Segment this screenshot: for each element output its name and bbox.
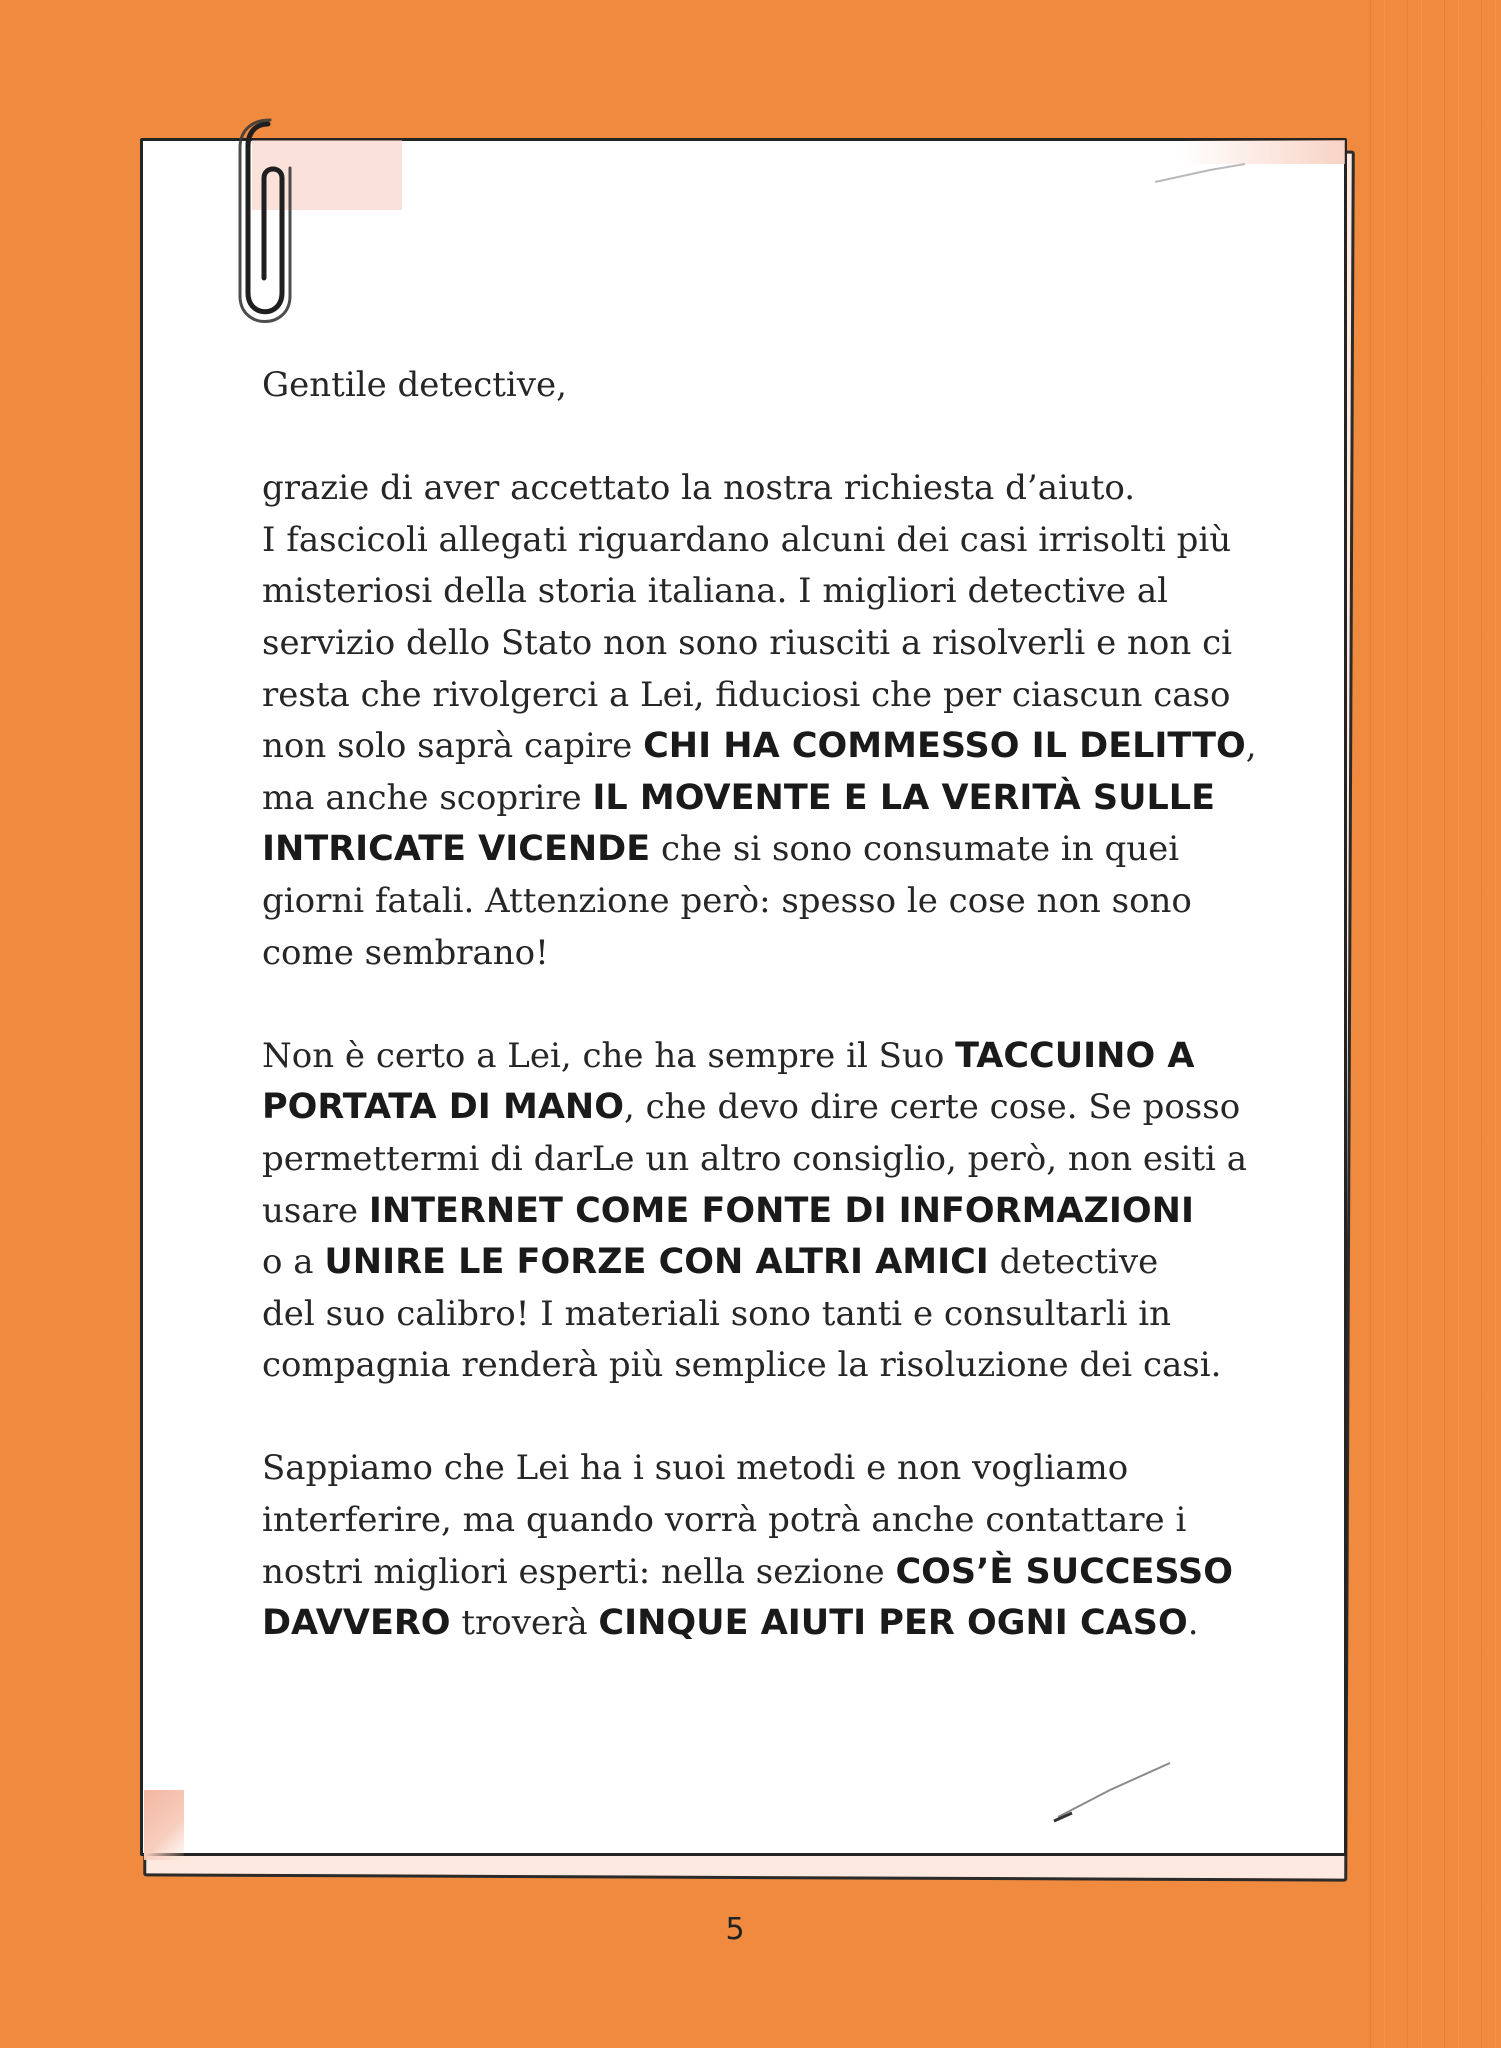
highlight-text: PORTATA DI MANO: [262, 1087, 624, 1128]
paper-scratch-bottom: [1050, 1755, 1180, 1825]
body-text: non solo saprà capire: [262, 726, 644, 767]
highlight-text: DAVVERO: [262, 1603, 451, 1644]
body-text: giorni fatali. Attenzione però: spesso le cose non sono: [262, 880, 1192, 921]
highlight-text: INTERNET COME FONTE DI INFORMAZIONI: [368, 1190, 1194, 1231]
body-text: ma anche scoprire: [262, 777, 593, 818]
body-text: servizio dello Stato non sono riusciti a risolverli e non ci: [262, 622, 1232, 663]
body-text: I fascicoli allegati riguardano alcuni dei casi irrisolti più: [262, 519, 1232, 560]
background-texture: [1361, 0, 1501, 2048]
highlight-text: IL MOVENTE E LA VERITÀ SULLE: [592, 777, 1216, 818]
body-text: come sembrano!: [262, 932, 549, 973]
body-text: che si sono consumate in quei: [650, 829, 1180, 870]
body-text: o a: [262, 1242, 325, 1283]
highlight-text: TACCUINO A: [955, 1035, 1195, 1076]
body-text: troverà: [450, 1603, 599, 1644]
body-text: permettermi di darLe un altro consiglio, però, non esiti a: [262, 1138, 1247, 1179]
page-number: 5: [725, 1912, 745, 1947]
body-text: grazie di aver accettato la nostra richiesta d’aiuto.: [262, 468, 1136, 509]
highlight-text: COS’È SUCCESSO: [895, 1551, 1233, 1592]
body-text: .: [1187, 1603, 1199, 1644]
letter-body: [262, 360, 1262, 1650]
body-text: detective: [988, 1242, 1159, 1283]
body-text: nostri migliori esperti: nella sezione: [262, 1551, 896, 1592]
body-text: Non è certo a Lei, che ha sempre il Suo: [262, 1035, 956, 1076]
highlight-text: INTRICATE VICENDE: [262, 829, 651, 870]
letter-paragraph-3: [262, 1443, 1262, 1649]
paper-scratch-top: [1150, 160, 1250, 190]
body-text: del suo calibro! I materiali sono tanti e consultarli in: [262, 1293, 1172, 1334]
body-text: usare: [262, 1190, 369, 1231]
body-text: Sappiamo che Lei ha i suoi metodi e non vogliamo: [262, 1448, 1129, 1489]
body-text: compagnia renderà più semplice la risoluzione dei casi.: [262, 1345, 1222, 1386]
body-text: , che devo dire certe cose. Se posso: [623, 1087, 1241, 1128]
highlight-text: CHI HA COMMESSO IL DELITTO: [643, 726, 1246, 767]
paper-tint-bottom-left: [144, 1790, 184, 1860]
letter-greeting: Gentile detective,: [262, 365, 567, 405]
highlight-text: CINQUE AIUTI PER OGNI CASO: [598, 1603, 1188, 1644]
body-text: interferire, ma quando vorrà potrà anche contattare i: [262, 1500, 1187, 1541]
letter-paragraph-1: [262, 463, 1262, 979]
body-text: misteriosi della storia italiana. I migliori detective al: [262, 571, 1168, 612]
body-text: resta che rivolgerci a Lei, fiduciosi che per ciascun caso: [262, 674, 1231, 715]
body-text: ,: [1245, 726, 1257, 767]
paperclip-icon: [220, 118, 300, 338]
letter-paragraph-2: [262, 1031, 1262, 1392]
highlight-text: UNIRE LE FORZE CON ALTRI AMICI: [324, 1242, 989, 1283]
